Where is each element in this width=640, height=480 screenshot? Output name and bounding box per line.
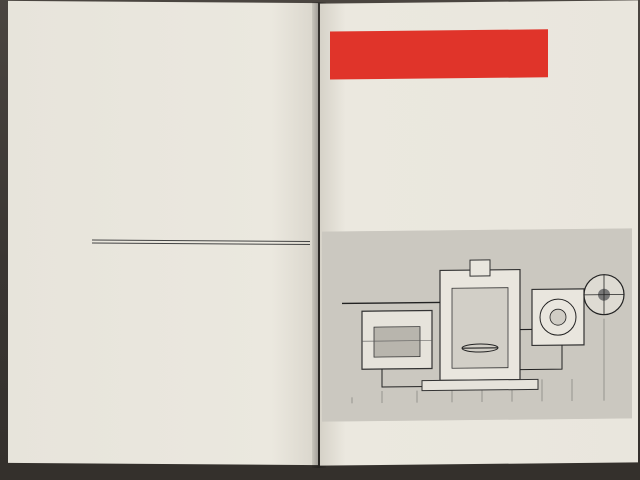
column-header: [165, 241, 238, 245]
carburetor-drawing: [322, 228, 632, 421]
table-header-row: [92, 240, 310, 245]
troubleshooting-sidebar: [24, 239, 84, 241]
column-header: [92, 240, 165, 244]
fault-table: [92, 240, 310, 246]
tip-paragraph: [100, 27, 310, 28]
term-definition: [338, 108, 538, 110]
left-body-text: [100, 24, 310, 28]
carburetor-cutaway-diagram: [322, 228, 632, 421]
term-definition: [338, 108, 538, 110]
aside-caption: [556, 181, 618, 182]
paragraph: [338, 105, 538, 107]
paragraph: [338, 108, 538, 110]
right-body-text: [338, 105, 538, 110]
paragraph: [100, 24, 310, 25]
column-header: [237, 241, 310, 245]
paragraph: [100, 27, 310, 28]
open-book: [8, 2, 640, 474]
headline-banner: [330, 29, 548, 79]
paragraph: [100, 27, 310, 28]
left-page: [8, 1, 318, 465]
right-page: [320, 0, 638, 465]
term-definition: [338, 108, 538, 110]
